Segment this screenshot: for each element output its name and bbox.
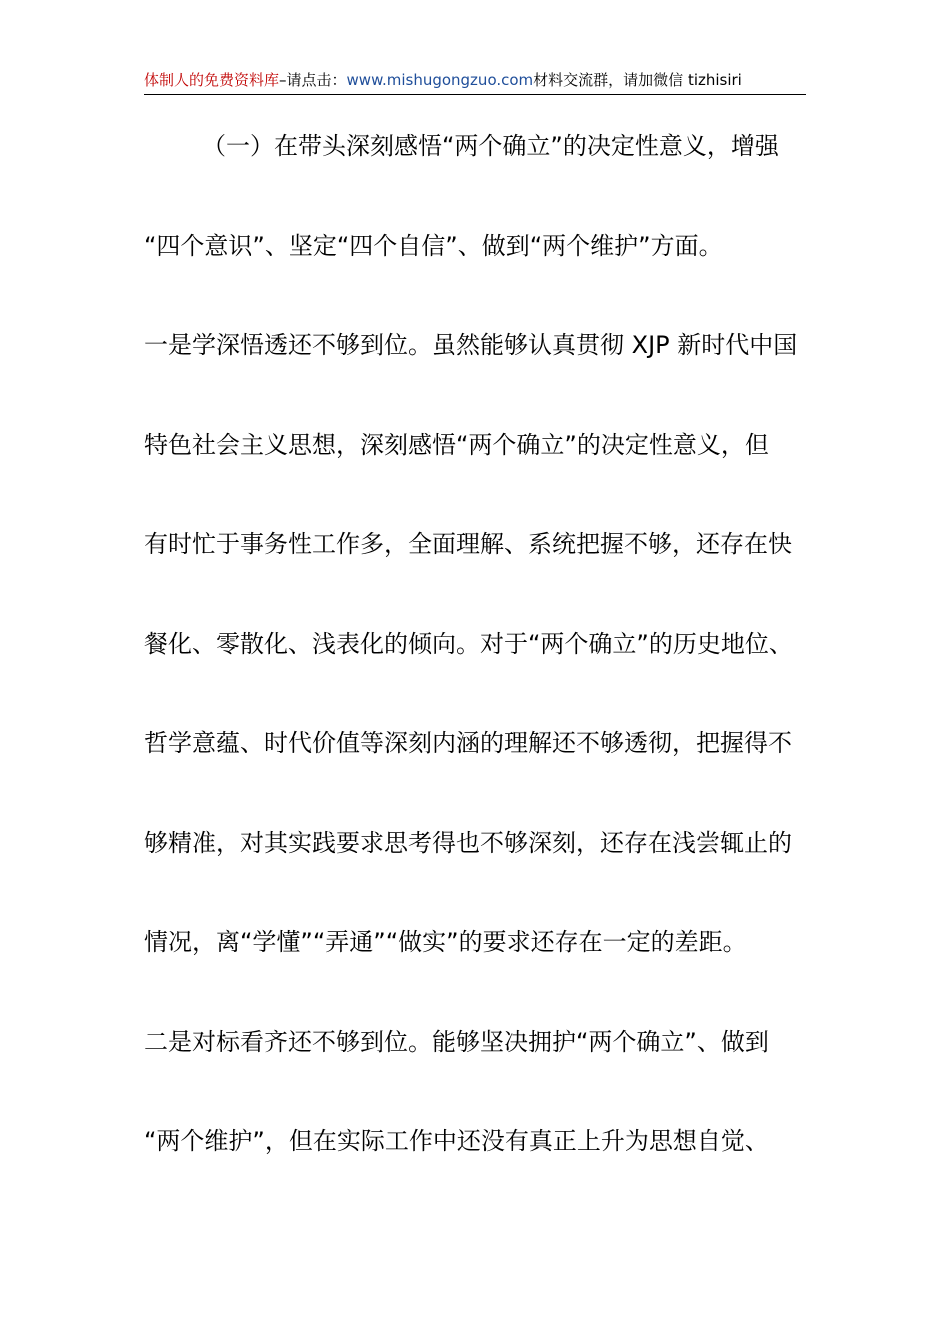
body-line: 有时忙于事务性工作多，全面理解、系统把握不够，还存在快: [144, 530, 792, 558]
section-heading-line-2: “四个意识”、坚定“四个自信”、做到“两个维护”方面。: [144, 232, 723, 260]
page-header: [144, 68, 806, 95]
body-line: 哲学意蕴、时代价值等深刻内涵的理解还不够透彻，把握得不: [144, 729, 792, 757]
header-url-link[interactable]: www.mishugongzuo.com: [346, 71, 534, 89]
body-line: 二是对标看齐还不够到位。能够坚决拥护“两个确立”、做到: [144, 1028, 769, 1056]
body-line: 情况，离“学懂”“弄通”“做实”的要求还存在一定的差距。: [144, 928, 747, 956]
header-brand: 体制人的免费资料库: [144, 71, 280, 89]
body-line: “两个维护”，但在实际工作中还没有真正上升为思想自觉、: [144, 1127, 769, 1155]
body-line: 一是学深悟透还不够到位。虽然能够认真贯彻 XJP 新时代中国: [144, 331, 798, 359]
header-tail: 材料交流群，请加微信 tizhisiri: [533, 71, 742, 89]
section-heading-line-1: （一）在带头深刻感悟“两个确立”的决定性意义，增强: [202, 132, 779, 160]
body-line: 特色社会主义思想，深刻感悟“两个确立”的决定性意义，但: [144, 431, 769, 459]
header-prompt: –请点击：: [279, 71, 347, 89]
body-line: 够精准，对其实践要求思考得也不够深刻，还存在浅尝辄止的: [144, 829, 792, 857]
body-line: 餐化、零散化、浅表化的倾向。对于“两个确立”的历史地位、: [144, 630, 793, 658]
